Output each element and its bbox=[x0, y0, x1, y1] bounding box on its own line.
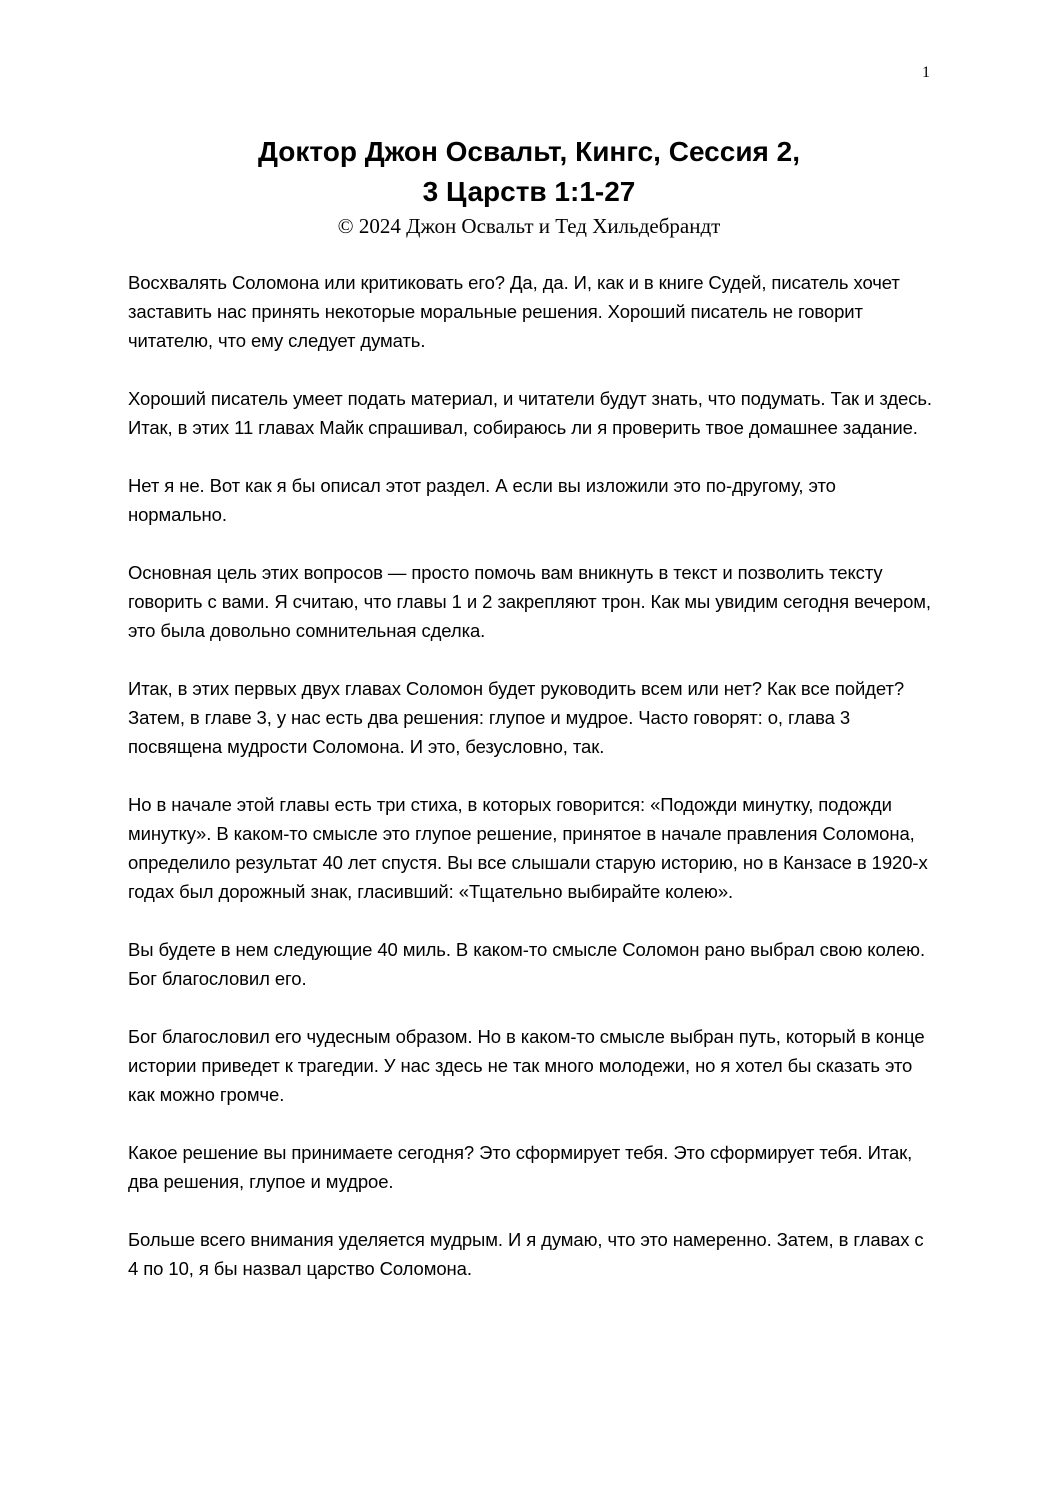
paragraph: Бог благословил его чудесным образом. Но в каком-то смысле выбран путь, который в конце истории приведет к трагедии. У нас здесь не так много молодежи, но я хотел бы сказать это как можно громче. bbox=[128, 1026, 925, 1105]
paragraph: Восхвалять Соломона или критиковать его? Да, да. И, как и в книге Судей, писатель хочет заставить нас принять некоторые моральные решения. Хороший писатель не говорит читателю, что ему следует думать. bbox=[128, 272, 900, 351]
paragraph: Итак, в этих первых двух главах Соломон будет руководить всем или нет? Как все пойдет? Затем, в главе 3, у нас есть два решения: глупое и мудрое. Часто говорят: о, глава 3 посвящена мудрости Соломона. И это, безусловно, так. bbox=[128, 678, 905, 757]
paragraph: Основная цель этих вопросов — просто помочь вам вникнуть в текст и позволить тексту говорить с вами. Я считаю, что главы 1 и 2 закрепляют трон. Как мы увидим сегодня вечером, это была довольно сомнительная сделка. bbox=[128, 562, 931, 641]
paragraph: Но в начале этой главы есть три стиха, в которых говорится: «Подожди минутку, подожди минутку». В каком-то смысле это глупое решение, принятое в начале правления Соломона, определило результат 40 лет спустя. Вы все слышали старую историю, но в Канзасе в 1920-х годах был дорожный знак, гласивший: «Тщательно выбирайте колею». bbox=[128, 794, 928, 902]
title-block bbox=[0, 132, 1058, 240]
paragraph: Вы будете в нем следующие 40 миль. В каком-то смысле Соломон рано выбрал свою колею. Бог благословил его. bbox=[128, 939, 925, 989]
paragraph: Нет я не. Вот как я бы описал этот раздел. А если вы изложили это по-другому, это нормально. bbox=[128, 475, 836, 525]
title-line-1: Доктор Джон Освальт, Кингс, Сессия 2, bbox=[258, 136, 800, 167]
copyright-line: © 2024 Джон Освальт и Тед Хильдебрандт bbox=[337, 214, 721, 238]
title-line-2: 3 Царств 1:1-27 bbox=[422, 176, 636, 207]
paragraph: Больше всего внимания уделяется мудрым. И я думаю, что это намеренно. Затем, в главах с 4 по 10, я бы назвал царство Соломона. bbox=[128, 1229, 924, 1279]
page-number: 1 bbox=[922, 64, 930, 81]
body-text bbox=[128, 268, 938, 1312]
paragraph: Хороший писатель умеет подать материал, и читатели будут знать, что подумать. Так и здесь. Итак, в этих 11 главах Майк спрашивал, собираюсь ли я проверить твое домашнее задание. bbox=[128, 388, 932, 438]
paragraph: Какое решение вы принимаете сегодня? Это сформирует тебя. Это сформирует тебя. Итак, два решения, глупое и мудрое. bbox=[128, 1142, 913, 1192]
